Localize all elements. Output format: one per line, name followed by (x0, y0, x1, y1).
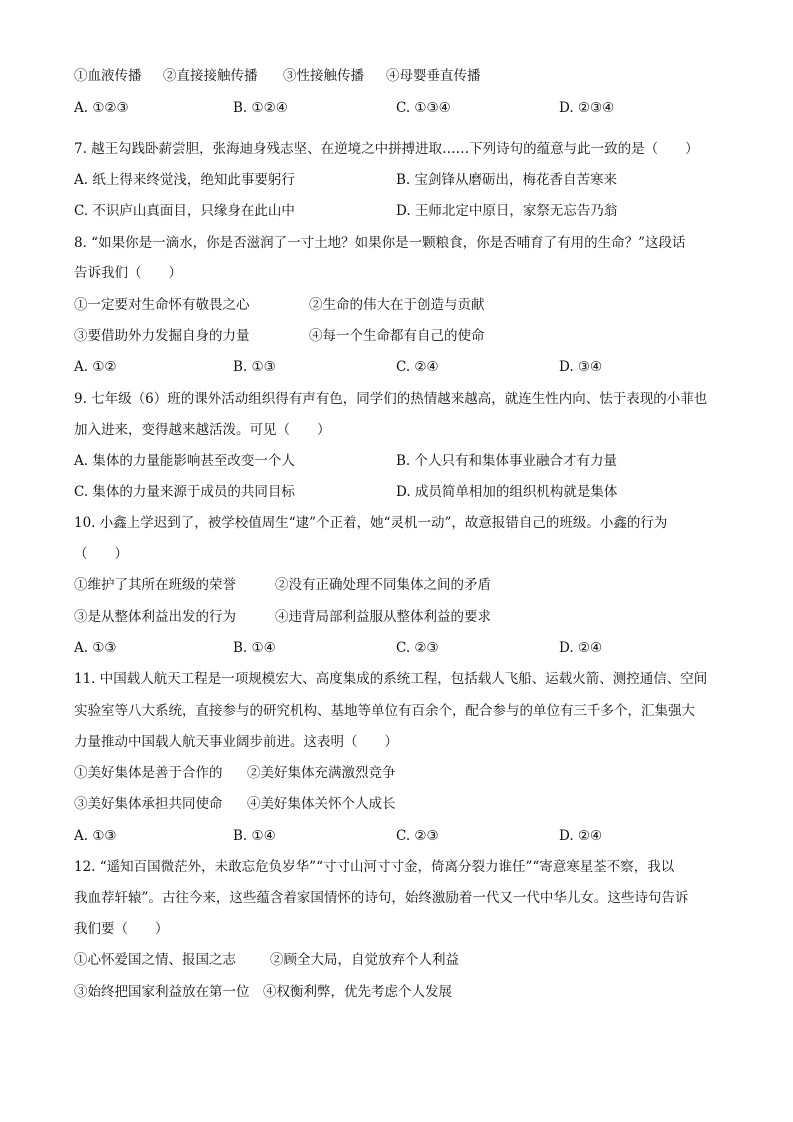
q12-item-1: ①心怀爱国之情、报国之志 (74, 952, 236, 968)
q7-choice-d: D. 王师北定中原日，家祭无忘告乃翁 (396, 203, 618, 219)
q12-stem-line-1: 12. “遥知百国微茫外，未敢忘危负岁华”“寸寸山河寸寸金，倚离分裂力谁任”“寄意寒星荃不察，我以 (74, 859, 675, 875)
q12-stem-line-3: 我们要（ ） (74, 921, 169, 937)
q8-item-3: ③要借助外力发掘自身的力量 (74, 328, 250, 344)
q11-item-2: ②美好集体充满激烈竞争 (247, 765, 396, 781)
q11-item-1: ①美好集体是善于合作的 (74, 765, 223, 781)
q11-choice-d: D. ②④ (559, 828, 603, 844)
q6-choice-a: A. ①②③ (74, 100, 129, 116)
q10-item-4: ④违背局部利益服从整体利益的要求 (275, 609, 491, 625)
q6-item-1: ①血液传播 (74, 68, 142, 84)
q8-item-1: ①一定要对生命怀有敬畏之心 (74, 297, 250, 313)
q12-item-4: ④权衡利弊，优先考虑个人发展 (263, 984, 452, 1000)
q9-choice-a: A. 集体的力量能影响甚至改变一个人 (74, 453, 295, 469)
q7-choice-b: B. 宝剑锋从磨砺出，梅花香自苦寒来 (396, 172, 618, 188)
q11-item-3: ③美好集体承担共同使命 (74, 796, 223, 812)
q11-choice-a: A. ①③ (74, 828, 117, 844)
q12-item-2: ②顾全大局，自觉放弃个人利益 (270, 952, 459, 968)
q11-item-4: ④美好集体关怀个人成长 (247, 796, 396, 812)
q7-choice-a: A. 纸上得来终觉浅，绝知此事要躬行 (74, 172, 295, 188)
q10-item-1: ①维护了其所在班级的荣誉 (74, 577, 236, 593)
q10-choice-d: D. ②④ (559, 640, 603, 656)
q8-choice-b: B. ①③ (233, 359, 276, 375)
q10-choice-a: A. ①③ (74, 640, 117, 656)
q9-stem-line-2: 加入进来，变得越来越活泼。可见（ ） (74, 422, 331, 438)
q12-stem-line-2: 我血荐轩辕”。古往今来，这些蕴含着家国情怀的诗句，始终激励着一代又一代中华儿女。这些诗句告诉 (74, 890, 689, 906)
q9-choice-c: C. 集体的力量来源于成员的共同目标 (74, 484, 295, 500)
q6-choice-c: C. ①③④ (396, 100, 451, 116)
q10-item-3: ③是从整体利益出发的行为 (74, 609, 236, 625)
q11-stem-line-3: 力量推动中国载人航天事业阔步前进。这表明（ ） (74, 734, 398, 750)
q8-stem-line-2: 告诉我们（ ） (74, 265, 182, 281)
q10-stem-line-2: （ ） (74, 546, 128, 562)
q11-stem-line-2: 实验室等八大系统，直接参与的研究机构、基地等单位有百余个，配合参与的单位有三千多个，汇集强大 (74, 703, 695, 719)
q9-stem-line-1: 9. 七年级（6）班的课外活动组织得有声有色，同学们的热情越来越高，就连生性内向、怯于表现的小菲也 (74, 391, 708, 407)
q8-choice-c: C. ②④ (396, 359, 439, 375)
q8-item-4: ④每一个生命都有自己的使命 (309, 328, 485, 344)
q6-item-2: ②直接接触传播 (163, 68, 258, 84)
q11-stem-line-1: 11. 中国载人航天工程是一项规模宏大、高度集成的系统工程，包括载人飞船、运载火箭、测控通信、空间 (74, 671, 708, 687)
q10-choice-b: B. ①④ (233, 640, 276, 656)
q8-stem-line-1: 8. “如果你是一滴水，你是否滋润了一寸土地？如果你是一颗粮食，你是否哺育了有用的生命？”这段话 (74, 235, 686, 251)
q8-choice-a: A. ①② (74, 359, 117, 375)
q7-choice-c: C. 不识庐山真面目，只缘身在此山中 (74, 203, 295, 219)
q11-choice-c: C. ②③ (396, 828, 439, 844)
q9-choice-d: D. 成员简单相加的组织机构就是集体 (396, 484, 618, 500)
q10-stem-line-1: 10. 小鑫上学迟到了，被学校值周生“逮”个正着，她“灵机一动”，故意报错自己的班级。小鑫的行为 (74, 515, 668, 531)
q7-stem: 7. 越王勾践卧薪尝胆，张海迪身残志坚、在逆境之中拼搏进取……下列诗句的蕴意与此一致的是（ ） (74, 141, 699, 157)
q9-choice-b: B. 个人只有和集体事业融合才有力量 (396, 453, 618, 469)
q8-item-2: ②生命的伟大在于创造与贡献 (309, 297, 485, 313)
q6-item-4: ④母婴垂直传播 (386, 68, 481, 84)
q10-item-2: ②没有正确处理不同集体之间的矛盾 (275, 577, 491, 593)
q8-choice-d: D. ③④ (559, 359, 603, 375)
q6-choice-d: D. ②③④ (559, 100, 615, 116)
q11-choice-b: B. ①④ (233, 828, 276, 844)
q10-choice-c: C. ②③ (396, 640, 439, 656)
q6-item-3: ③性接触传播 (283, 68, 364, 84)
q6-choice-b: B. ①②④ (233, 100, 288, 116)
q12-item-3: ③始终把国家利益放在第一位 (74, 984, 250, 1000)
